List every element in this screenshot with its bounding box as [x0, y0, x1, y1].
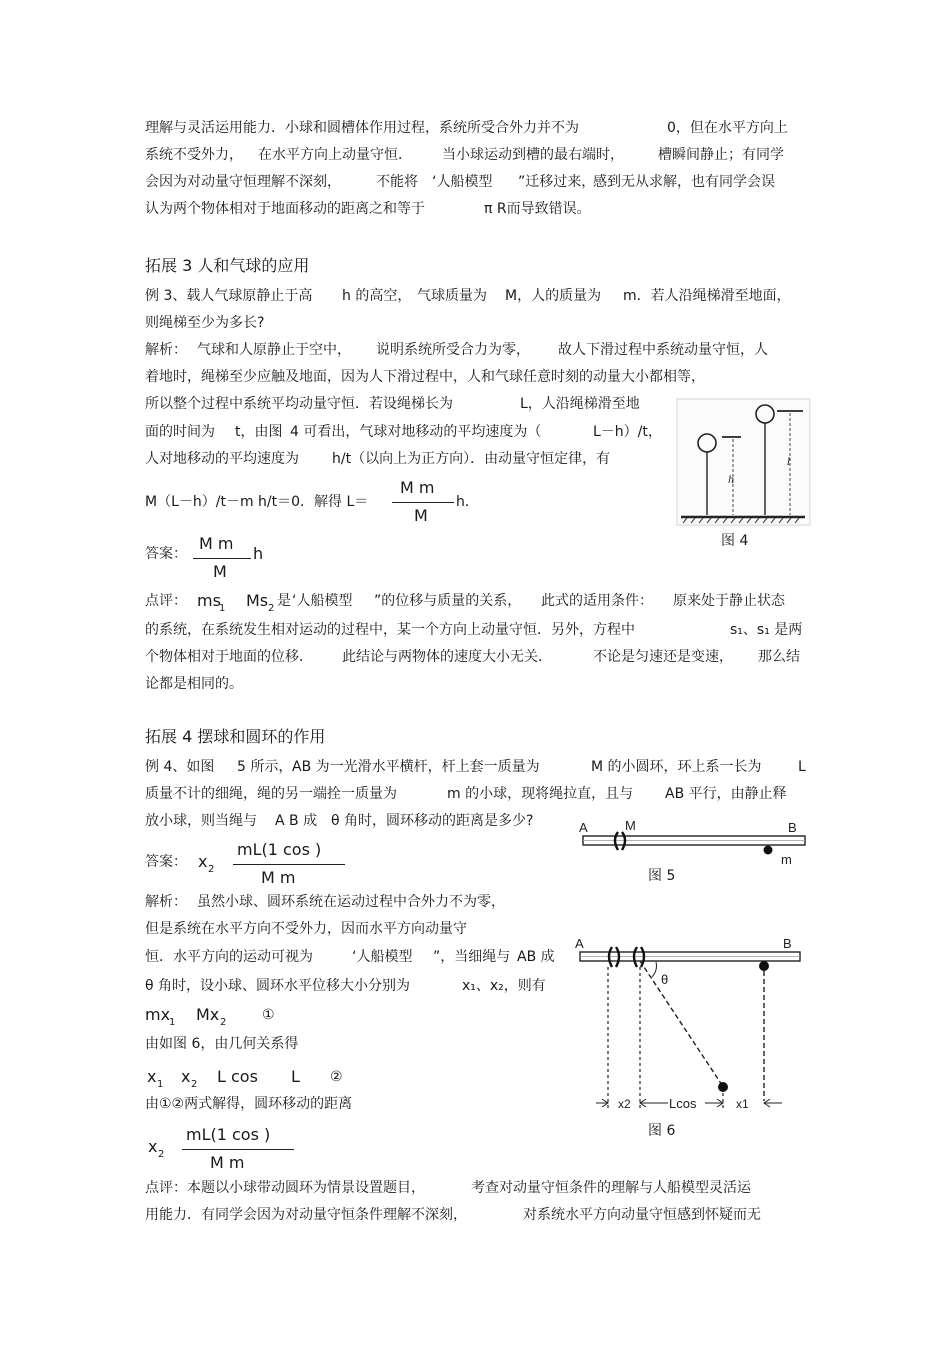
- equation-text: x: [147, 1067, 157, 1086]
- text-line: 但是系统在水平方向不受外力，因而水平方向动量守: [145, 921, 467, 937]
- text-line: 着地时，绳梯至少应触及地面，因为人下滑过程中，人和气球任意时刻的动量大小都相等，: [145, 369, 705, 385]
- text-line: s₁、s₁ 是两: [730, 622, 803, 638]
- text-line: 恒．水平方向的运动可视为: [145, 949, 313, 965]
- text-line: 解析：: [145, 342, 187, 358]
- text-line: M，人的质量为: [505, 288, 602, 304]
- fraction-bar: [392, 502, 454, 503]
- subscript: 1: [219, 603, 226, 614]
- text-line: AB 为一光滑水平横杆，杆上套一质量为: [292, 759, 540, 775]
- subscript: 2: [191, 1079, 198, 1090]
- text-line: 感到无从求解，也有同学会误: [593, 174, 775, 190]
- text-line: 点评：本题以小球带动圆环为情景设置题目，: [145, 1180, 425, 1196]
- fraction-denominator: M: [213, 562, 227, 581]
- text-line: L: [798, 759, 806, 775]
- subscript: 2: [208, 864, 215, 875]
- text-line: 不论是匀速还是变速，: [593, 649, 733, 665]
- equation-text: Ms: [246, 591, 269, 610]
- text-line: 理解与灵活运用能力．小球和圆槽体作用过程，系统所受合外力并不为: [145, 120, 579, 136]
- text-line: ”迁移过来，: [518, 174, 596, 190]
- text-line: 原来处于静止状态: [673, 593, 785, 609]
- text-line: 点评：: [145, 593, 187, 609]
- text-line: π R而导致错误。: [484, 201, 591, 217]
- fig5-label-m-ball: m: [781, 852, 792, 867]
- answer-label: 答案：: [145, 854, 187, 870]
- fraction-bar: [182, 1149, 294, 1150]
- figure-4: [677, 399, 810, 525]
- text-line: 0，但在水平方向上: [667, 120, 788, 136]
- text-line: 例 4、如图: [145, 759, 215, 775]
- figure-6-caption: 图 6: [648, 1123, 676, 1139]
- text-line: 槽瞬间静止；有同学: [658, 147, 784, 163]
- text-line: 由①②两式解得，圆环移动的距离: [145, 1096, 353, 1112]
- fig6-theta: θ: [661, 972, 669, 987]
- figure-4-caption: 图 4: [721, 533, 749, 549]
- equation-text: x: [148, 1137, 158, 1156]
- fraction-denominator: M m: [210, 1153, 245, 1172]
- text-line: L－h）/t，: [593, 424, 662, 440]
- text-line: t，由图: [235, 424, 283, 440]
- answer-label: 答案：: [145, 546, 187, 562]
- text-line: 论都是相同的。: [145, 676, 243, 692]
- text-line: θ 角时，设小球、圆环水平位移大小分别为: [145, 978, 411, 994]
- text-line: 解析：: [145, 894, 187, 910]
- text-line: 考查对动量守恒条件的理解与人船模型灵活运: [471, 1180, 751, 1196]
- text-line: 的系统，在系统发生相对运动的过程中，某一个方向上动量守恒．另外，方程中: [145, 622, 635, 638]
- text-line: 4 可看出，气球对地移动的平均速度为（: [290, 424, 542, 440]
- text-line: 个物体相对于地面的位移．: [145, 649, 313, 665]
- text-line: 说明系统所受合力为零，: [376, 342, 530, 358]
- text-line: ”的位移与质量的关系，: [374, 593, 522, 609]
- subscript: 2: [268, 603, 275, 614]
- fig6-ball-initial: [759, 961, 769, 971]
- text-line: AB 平行，由静止释: [665, 786, 787, 802]
- figure-5: [576, 818, 812, 882]
- figure-6: [572, 933, 808, 1118]
- text-line: ‘人船模型: [352, 949, 413, 965]
- text-line: 面的时间为: [145, 424, 215, 440]
- text-line: 则绳梯至少为多长?: [145, 315, 265, 331]
- equation-text: ms: [197, 591, 221, 610]
- fraction-denominator: M: [414, 506, 428, 525]
- fraction-numerator: M m: [400, 478, 435, 497]
- text-line: 不能将: [376, 174, 418, 190]
- text-line: 例 3、载人气球原静止于高: [145, 288, 313, 304]
- fraction-bar: [233, 864, 345, 865]
- text-line: 对系统水平方向动量守恒感到怀疑而无: [523, 1207, 761, 1223]
- text-line: m 的小球，现将绳拉直，且与: [447, 786, 634, 802]
- text-line: h/t（以向上为正方向）．由动量守恒定律，有: [332, 451, 611, 467]
- fig6-x2-label: x2: [618, 1097, 631, 1111]
- text-line: 用能力．有同学会因为对动量守恒条件理解不深刻，: [145, 1207, 467, 1223]
- fig6-rope: [640, 961, 722, 1085]
- text-line: m．若人沿绳梯滑至地面，: [623, 288, 791, 304]
- fig6-label-a: A: [575, 936, 584, 951]
- text-line: ‘人船模型: [292, 593, 353, 609]
- text-line: ‘人船模型: [432, 174, 493, 190]
- text-line: AB 成: [517, 949, 555, 965]
- text-line: 5 所示，: [237, 759, 293, 775]
- fraction-numerator: mL(1 cos ): [237, 840, 322, 859]
- equation-text: h: [253, 544, 264, 563]
- equation-text: x: [198, 852, 208, 871]
- section-heading: 拓展 4 摆球和圆环的作用: [145, 727, 326, 746]
- fig5-label-m-ring: M: [625, 818, 636, 833]
- text-line: 此式的适用条件：: [541, 593, 653, 609]
- figure-5-caption: 图 5: [648, 868, 676, 884]
- text-line: h 的高空，: [342, 288, 412, 304]
- text-line: 此结论与两物体的速度大小无关．: [342, 649, 552, 665]
- fig5-label-b: B: [788, 820, 797, 835]
- fig4-l-label: l: [787, 457, 791, 468]
- text-line: 由如图 6，由几何关系得: [145, 1036, 299, 1052]
- text-line: ”，当细绳与: [433, 949, 511, 965]
- fig4-h-label: h: [728, 475, 735, 486]
- equation-text: M（L－h）/t－m h/t＝0．解得 L＝: [145, 494, 369, 510]
- text-line: L，人沿绳梯滑至地: [520, 396, 640, 412]
- equation-text: h．: [456, 494, 479, 510]
- text-line: 那么结: [758, 649, 800, 665]
- fig6-lcos-label: Lcos: [669, 1096, 697, 1111]
- section-heading: 拓展 3 人和气球的应用: [145, 256, 310, 275]
- text-line: 故人下滑过程中系统动量守恒，人: [558, 342, 768, 358]
- text-line: 系统不受外力，: [145, 147, 243, 163]
- equation-number: ②: [330, 1069, 343, 1085]
- equation-text: mx: [145, 1005, 171, 1024]
- equation-text: Mx: [196, 1005, 220, 1024]
- equation-text: L: [291, 1067, 300, 1086]
- fig6-x1-label: x1: [736, 1097, 749, 1111]
- fig6-ball-final: [718, 1082, 728, 1092]
- text-line: 在水平方向上动量守恒．: [258, 147, 412, 163]
- text-line: 当小球运动到槽的最右端时，: [442, 147, 624, 163]
- text-line: 放小球，则当绳与: [145, 813, 257, 829]
- text-line: 虽然小球、圆环系统在运动过程中合外力不为零，: [197, 894, 505, 910]
- equation-text: L cos: [217, 1067, 258, 1086]
- equation-number: ①: [262, 1007, 275, 1023]
- subscript: 1: [169, 1017, 176, 1028]
- fraction-denominator: M m: [261, 868, 296, 887]
- text-line: 气球质量为: [417, 288, 487, 304]
- text-line: 人对地移动的平均速度为: [145, 451, 299, 467]
- text-line: 是: [277, 593, 291, 609]
- subscript: 1: [157, 1079, 164, 1090]
- text-line: 认为两个物体相对于地面移动的距离之和等于: [145, 201, 425, 217]
- fig5-label-a: A: [579, 820, 588, 835]
- equation-text: x: [181, 1067, 191, 1086]
- text-line: θ 角时，圆环移动的距离是多少?: [331, 813, 534, 829]
- text-line: 气球和人原静止于空中，: [197, 342, 351, 358]
- text-line: A B 成: [275, 813, 318, 829]
- subscript: 2: [220, 1017, 227, 1028]
- text-line: x₁、x₂，则有: [462, 978, 546, 994]
- subscript: 2: [158, 1149, 165, 1160]
- text-line: M 的小圆环，环上系一长为: [591, 759, 762, 775]
- fig6-label-b: B: [783, 936, 792, 951]
- text-line: 质量不计的细绳，绳的另一端拴一质量为: [145, 786, 397, 802]
- text-line: 会因为对动量守恒理解不深刻，: [145, 174, 341, 190]
- fig5-ball: [764, 846, 773, 855]
- fraction-numerator: mL(1 cos ): [186, 1125, 271, 1144]
- text-line: 所以整个过程中系统平均动量守恒．若设绳梯长为: [145, 396, 453, 412]
- fraction-bar: [193, 558, 251, 559]
- fraction-numerator: M m: [199, 534, 234, 553]
